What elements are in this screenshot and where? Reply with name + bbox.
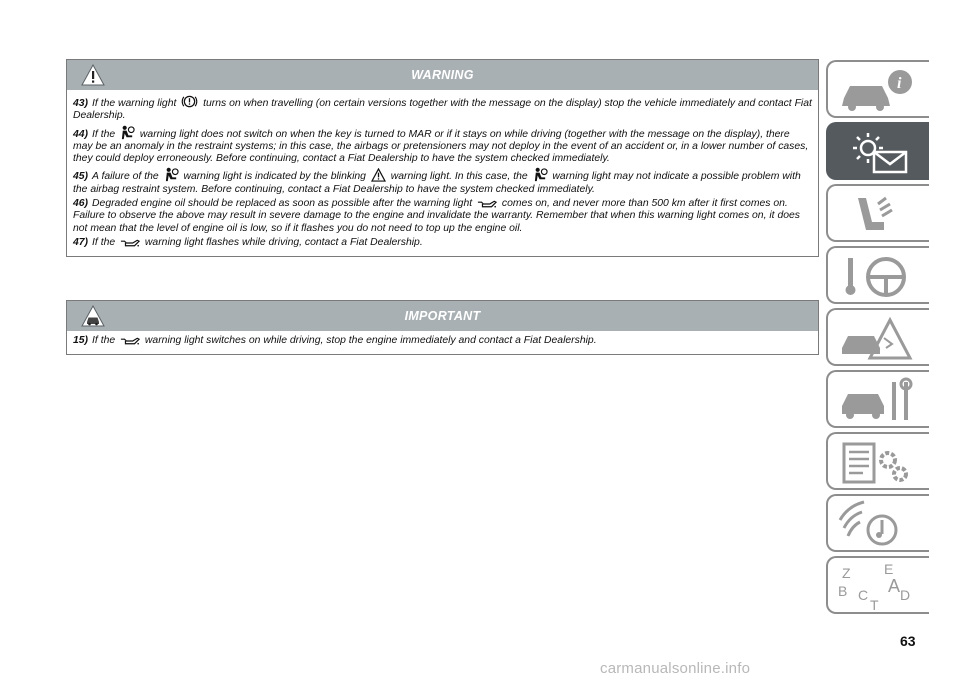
warning-title: WARNING [411, 68, 474, 82]
important-title: IMPORTANT [404, 309, 481, 323]
note-text: warning light is indicated by the blinking [183, 171, 366, 183]
svg-text:i: i [897, 75, 902, 92]
note-46 [73, 198, 812, 235]
note-text: If the [92, 236, 116, 248]
note-45 [73, 167, 812, 196]
note-text: turns on when travelling (on certain versions together with the message on the display) stop the vehicle immediately and contact Fiat Dealership. [73, 98, 812, 122]
airbag-icon [533, 167, 548, 182]
note-text: A failure of the [92, 171, 159, 183]
page-number: 63 [900, 633, 916, 649]
note-number: 45) [73, 171, 89, 183]
warning-header [67, 60, 818, 90]
index-letter: Z [842, 565, 851, 581]
watermark: carmanualsonline.info [600, 660, 751, 677]
note-44 [73, 125, 812, 166]
note-text: If the [92, 335, 116, 346]
oil-icon [120, 336, 140, 346]
note-43 [73, 94, 812, 123]
important-box [66, 300, 819, 355]
tab-warning-lights[interactable] [826, 122, 929, 180]
car-info-icon [838, 66, 918, 116]
index-letter: C [858, 587, 869, 603]
note-text: warning light switches on while driving, stop the engine immediately and contact a Fiat Dealership. [144, 335, 597, 346]
tab-maintenance[interactable] [826, 370, 929, 428]
tab-car-info[interactable] [826, 60, 929, 118]
note-47 [73, 237, 812, 249]
airbag-icon [120, 125, 135, 140]
note-number: 43) [73, 98, 89, 109]
note-number: 15) [73, 335, 89, 346]
warning-lights-message-icon [838, 128, 918, 178]
index-letter: T [870, 597, 879, 612]
warning-box [66, 59, 819, 257]
index-letter: E [884, 562, 894, 577]
note-text: warning light flashes while driving, contact a Fiat Dealership. [144, 236, 423, 248]
general-warning-triangle-icon [371, 168, 386, 182]
technical-data-gears-icon [838, 438, 918, 488]
tab-safety[interactable] [826, 184, 929, 242]
airbag-icon [164, 167, 179, 182]
note-text: If the [92, 128, 116, 140]
key-steering-wheel-icon [838, 252, 918, 302]
warning-icon [81, 64, 105, 86]
multimedia-music-icon [838, 500, 918, 550]
note-text: Degraded engine oil should be replaced as soon as possible after the warning light [92, 198, 473, 210]
note-text: comes on, and never more than 500 km after it first comes on. Failure to observe the above may result in severe damage to the engine and invalidate the warranty. Remember that when this warning light comes on, it does not mean that the level of engine oil is low, so if it flashes you do not need to top up the engine oil. [73, 198, 800, 234]
car-accident-warning-icon [838, 314, 918, 364]
note-number: 46) [73, 198, 89, 210]
car-service-tools-icon [838, 376, 918, 426]
note-number: 44) [73, 128, 89, 140]
index-letter: A [888, 576, 901, 596]
alphabetical-index-icon [838, 562, 918, 612]
note-text: warning light may not indicate a possible problem with the airbag restraint system. Before continuing, contact a Fiat Dealership to have the system checked immediately. [73, 171, 801, 195]
warning-body [67, 90, 818, 256]
note-number: 47) [73, 236, 89, 248]
oil-icon [477, 199, 497, 209]
note-15 [73, 335, 812, 347]
brake-warning-icon [181, 94, 198, 109]
tab-multimedia[interactable] [826, 494, 929, 552]
car-hazard-icon [81, 305, 105, 327]
tab-starting-driving[interactable] [826, 246, 929, 304]
note-text: If the warning light [92, 98, 177, 109]
oil-icon [120, 238, 140, 248]
tab-technical-data[interactable] [826, 432, 929, 490]
tab-index[interactable] [826, 556, 929, 614]
index-letter: B [838, 583, 848, 599]
index-letter: D [900, 587, 911, 603]
important-header [67, 301, 818, 331]
note-text: warning light. In this case, the [390, 171, 528, 183]
note-text: warning light does not switch on when the key is turned to MAR or if it stays on while driving (together with the message on the display), there may be an anomaly in the restraint systems; in this case, the airbags or pretensioners may not deploy in the event of an accident or, in a lower number of cases, they could deploy erroneously. Before continuing, contact a Fiat Dealership to have the system checked immediately. [73, 128, 809, 165]
seat-airbag-icon [838, 190, 918, 240]
important-body [67, 331, 818, 354]
tab-emergency[interactable] [826, 308, 929, 366]
